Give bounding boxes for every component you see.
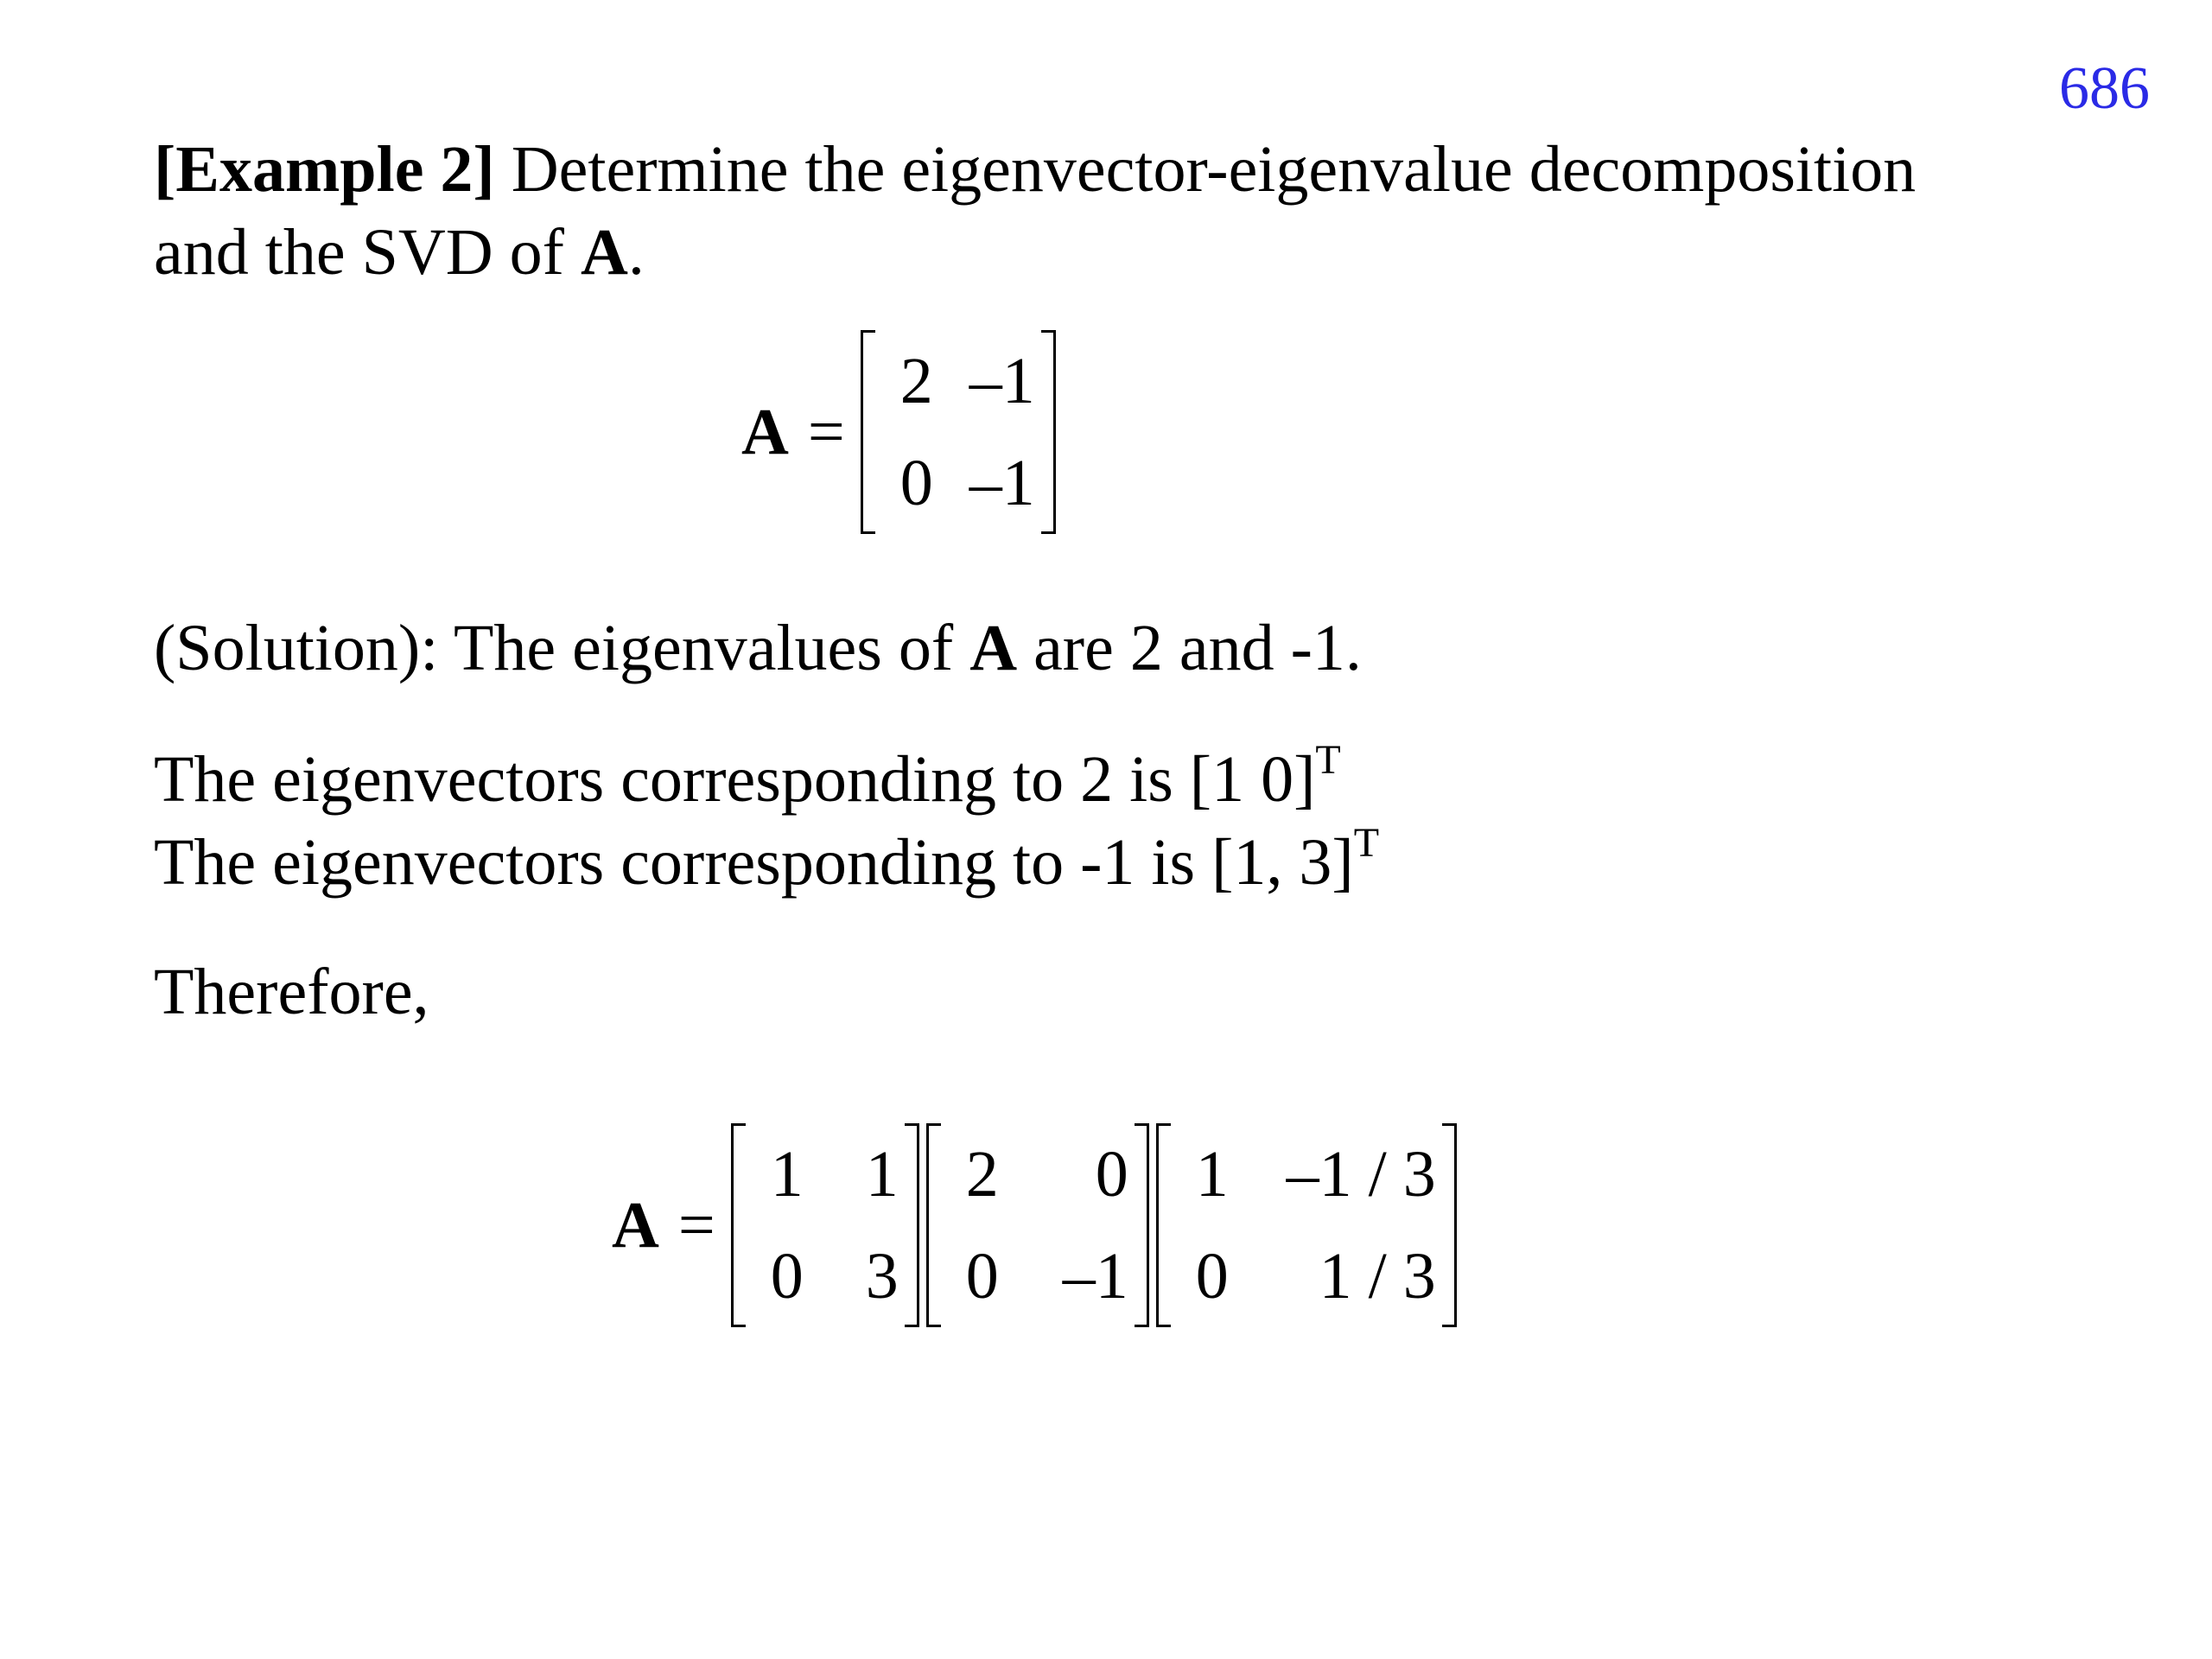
matrix-cell: 1 — [865, 1138, 899, 1211]
matrix-cell: 3 — [865, 1240, 899, 1313]
solution-line — [154, 607, 1362, 690]
equation-var: A — [741, 396, 789, 468]
equals-sign: = — [677, 1189, 715, 1262]
eigenvectors-block — [154, 738, 1379, 904]
matrix-cell: 2 — [899, 345, 933, 417]
matrix-cell: 2 — [965, 1138, 999, 1211]
problem-text-end: . — [627, 216, 645, 289]
eigenvector-matrix — [731, 1123, 919, 1327]
problem-line-2 — [154, 211, 1916, 294]
equation-lhs — [741, 396, 845, 468]
matrix-cell: 0 — [770, 1240, 804, 1313]
solution-var: A — [969, 612, 1018, 684]
problem-line-1 — [154, 128, 1916, 211]
page-number: 686 — [2059, 55, 2150, 122]
matrix-cell: 1 — [770, 1138, 804, 1211]
matrix-cell: –1 — [969, 447, 1035, 519]
transpose-mark: T — [1353, 820, 1380, 866]
equation-lhs — [612, 1189, 715, 1262]
matrix-cell: 0 — [1195, 1240, 1229, 1313]
matrix-cell: 1 / 3 — [1319, 1240, 1436, 1313]
matrix-cell: –1 / 3 — [1286, 1138, 1436, 1211]
matrix-var: A — [580, 216, 628, 289]
decomposition-equation — [612, 1123, 1460, 1327]
matrix-cell: 0 — [965, 1240, 999, 1313]
matrix-cell: –1 — [1062, 1240, 1128, 1313]
equation-var: A — [612, 1189, 659, 1262]
problem-text: Determine the eigenvector-eigenvalue decomposition — [494, 133, 1916, 206]
matrix-cell: 0 — [899, 447, 933, 519]
problem-statement — [154, 128, 1916, 294]
therefore-text: Therefore, — [154, 956, 429, 1028]
solution-prefix: (Solution): The eigenvalues of — [154, 612, 970, 684]
matrix-cell: 0 — [1095, 1138, 1128, 1211]
transpose-mark: T — [1315, 737, 1341, 783]
example-label: [Example 2] — [154, 133, 495, 206]
eigenvector-line-1 — [154, 738, 1379, 821]
inverse-eigenvector-matrix — [1156, 1123, 1457, 1327]
matrix-a — [861, 330, 1056, 534]
matrix-cell: 1 — [1195, 1138, 1229, 1211]
solution-suffix: are 2 and -1. — [1017, 612, 1362, 684]
matrix-a-equation — [741, 330, 1059, 534]
eigenvalue-matrix — [926, 1123, 1149, 1327]
equals-sign: = — [807, 396, 845, 468]
matrix-cell: –1 — [969, 345, 1035, 417]
problem-text-2: and the SVD of — [154, 216, 581, 289]
eigenvector-text-1: The eigenvectors corresponding to 2 is [1 0] — [154, 743, 1316, 816]
eigenvector-line-2 — [154, 821, 1379, 904]
eigenvector-text-2: The eigenvectors corresponding to -1 is [1, 3] — [154, 826, 1354, 899]
